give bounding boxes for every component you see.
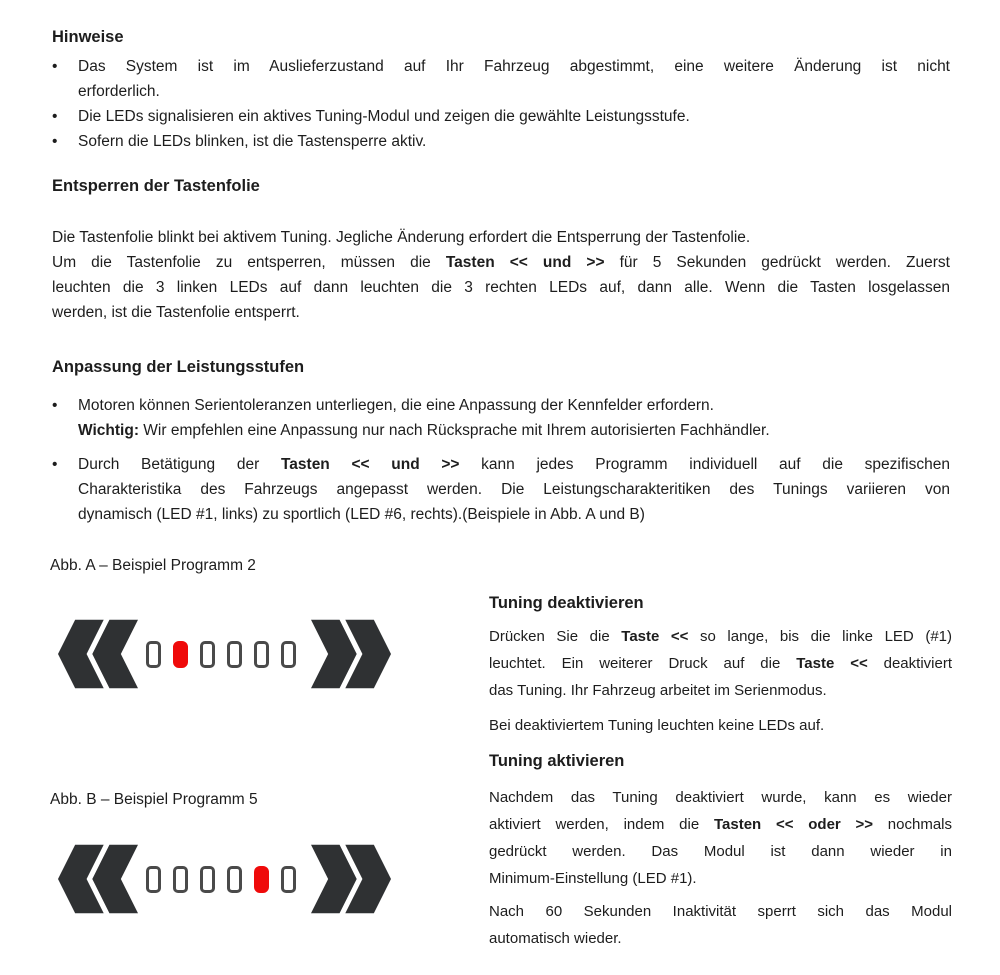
list-item	[52, 129, 950, 154]
text-line: Charakteristika des Fahrzeugs angepasst werden. Die Leistungscharakteritiken des Tunings variieren von	[78, 481, 950, 498]
text-line: erforderlich.	[78, 83, 160, 100]
text-segment: kann jedes Programm individuell auf die spezifischen	[459, 456, 950, 473]
text-line	[52, 250, 950, 275]
paragraph	[489, 712, 952, 739]
led-indicator-off	[200, 641, 215, 668]
anpassung-heading: Anpassung der Leistungsstufen	[52, 358, 305, 376]
list-item	[52, 452, 950, 527]
bold-text: Tasten << und >>	[445, 254, 605, 271]
double-chevron-left-icon	[58, 844, 138, 914]
text-segment: Wir empfehlen eine Anpassung nur nach Rücksprache mit Ihrem autorisierten Fachhändler.	[139, 422, 770, 439]
led-indicator-off	[146, 866, 161, 893]
tuning-aktivieren-heading: Tuning aktivieren	[489, 752, 625, 770]
text-line: automatisch wieder.	[489, 930, 622, 947]
led-indicator-off	[146, 641, 161, 668]
list-item-text	[78, 452, 950, 527]
bold-text: Tasten << und >>	[280, 456, 460, 473]
text-line: Minimum-Einstellung (LED #1).	[489, 870, 697, 887]
text-line	[78, 452, 950, 477]
bullet-marker: •	[52, 58, 58, 75]
text-segment: leuchtet. Ein weiterer Druck auf die	[489, 655, 797, 672]
list-item	[52, 104, 950, 129]
hinweise-heading: Hinweise	[52, 28, 124, 46]
text-line	[489, 623, 952, 650]
list-item	[52, 393, 950, 443]
text-line: dynamisch (LED #1, links) zu sportlich (LED #6, rechts).(Beispiele in Abb. A und B)	[78, 506, 645, 523]
led-indicator-off	[200, 866, 215, 893]
text-line	[489, 811, 952, 838]
bold-text: Taste <<	[621, 628, 689, 645]
led-indicator-off	[227, 866, 242, 893]
text-line: werden, ist die Tastenfolie entsperrt.	[52, 304, 300, 321]
text-segment: deaktiviert	[867, 655, 952, 672]
text-line: Nachdem das Tuning deaktiviert wurde, kann es wieder	[489, 789, 952, 806]
text-line	[78, 418, 950, 443]
led-strip	[146, 866, 296, 893]
text-line: Motoren können Serientoleranzen unterliegen, die eine Anpassung der Kennfelder erfordern.	[78, 397, 714, 414]
text-line: Bei deaktiviertem Tuning leuchten keine LEDs auf.	[489, 717, 825, 734]
led-indicator-off	[254, 641, 269, 668]
figure-a-led-display	[58, 618, 391, 690]
paragraph	[489, 623, 952, 704]
right-column	[489, 594, 952, 952]
text-line: leuchten die 3 linken LEDs auf dann leuchten die 3 rechten LEDs auf, dann alle. Wenn die Tasten losgelassen	[52, 279, 950, 296]
text-line: Die Tastenfolie blinkt bei aktivem Tuning. Jegliche Änderung erfordert die Entsperrung der Tastenfolie.	[52, 229, 751, 246]
list-item-text	[78, 54, 950, 104]
led-strip	[146, 641, 296, 668]
figure-a-label: Abb. A – Beispiel Programm 2	[50, 557, 256, 574]
text-line: Das System ist im Auslieferzustand auf Ihr Fahrzeug abgestimmt, eine weitere Änderung ist nicht	[78, 58, 950, 75]
led-indicator-on	[254, 866, 269, 893]
led-indicator-off	[281, 641, 296, 668]
text-line: Sofern die LEDs blinken, ist die Tastensperre aktiv.	[78, 133, 427, 150]
entsperren-heading: Entsperren der Tastenfolie	[52, 177, 260, 195]
list-item-text	[78, 129, 950, 154]
text-line	[489, 650, 952, 677]
text-segment: für 5 Sekunden gedrückt werden. Zuerst	[604, 254, 950, 271]
text-line: gedrückt werden. Das Modul ist dann wieder in	[489, 843, 952, 860]
figure-b-label: Abb. B – Beispiel Programm 5	[50, 791, 258, 808]
bold-text: Taste <<	[796, 655, 868, 672]
text-segment: nochmals	[873, 816, 952, 833]
bullet-marker: •	[52, 133, 58, 150]
led-indicator-off	[281, 866, 296, 893]
text-line: Die LEDs signalisieren ein aktives Tuning-Modul und zeigen die gewählte Leistungsstufe.	[78, 108, 690, 125]
list-item	[52, 54, 950, 104]
bold-text: Tasten << oder >>	[713, 816, 874, 833]
main-content	[52, 28, 950, 527]
text-segment: so lange, bis die linke LED (#1)	[688, 628, 953, 645]
tuning-deaktivieren-heading: Tuning deaktivieren	[489, 594, 644, 612]
paragraph	[489, 784, 952, 892]
bullet-marker: •	[52, 456, 58, 473]
bullet-marker: •	[52, 397, 58, 414]
led-indicator-on	[173, 641, 188, 668]
paragraph	[52, 225, 950, 250]
figure-b-led-display	[58, 843, 391, 915]
double-chevron-right-icon	[311, 844, 391, 914]
text-line: das Tuning. Ihr Fahrzeug arbeitet im Serienmodus.	[489, 682, 827, 699]
list-item-text	[78, 104, 950, 129]
double-chevron-left-icon	[58, 619, 138, 689]
bullet-marker: •	[52, 108, 58, 125]
list-item-text	[78, 393, 950, 443]
led-indicator-off	[227, 641, 242, 668]
text-segment: aktiviert werden, indem die	[489, 816, 714, 833]
text-line: Nach 60 Sekunden Inaktivität sperrt sich das Modul	[489, 903, 952, 920]
text-segment: Durch Betätigung der	[78, 456, 281, 473]
paragraph	[52, 250, 950, 325]
double-chevron-right-icon	[311, 619, 391, 689]
led-indicator-off	[173, 866, 188, 893]
text-segment: Drücken Sie die	[489, 628, 622, 645]
paragraph	[489, 898, 952, 952]
bold-text: Wichtig:	[78, 422, 139, 439]
text-segment: Um die Tastenfolie zu entsperren, müssen die	[52, 254, 446, 271]
